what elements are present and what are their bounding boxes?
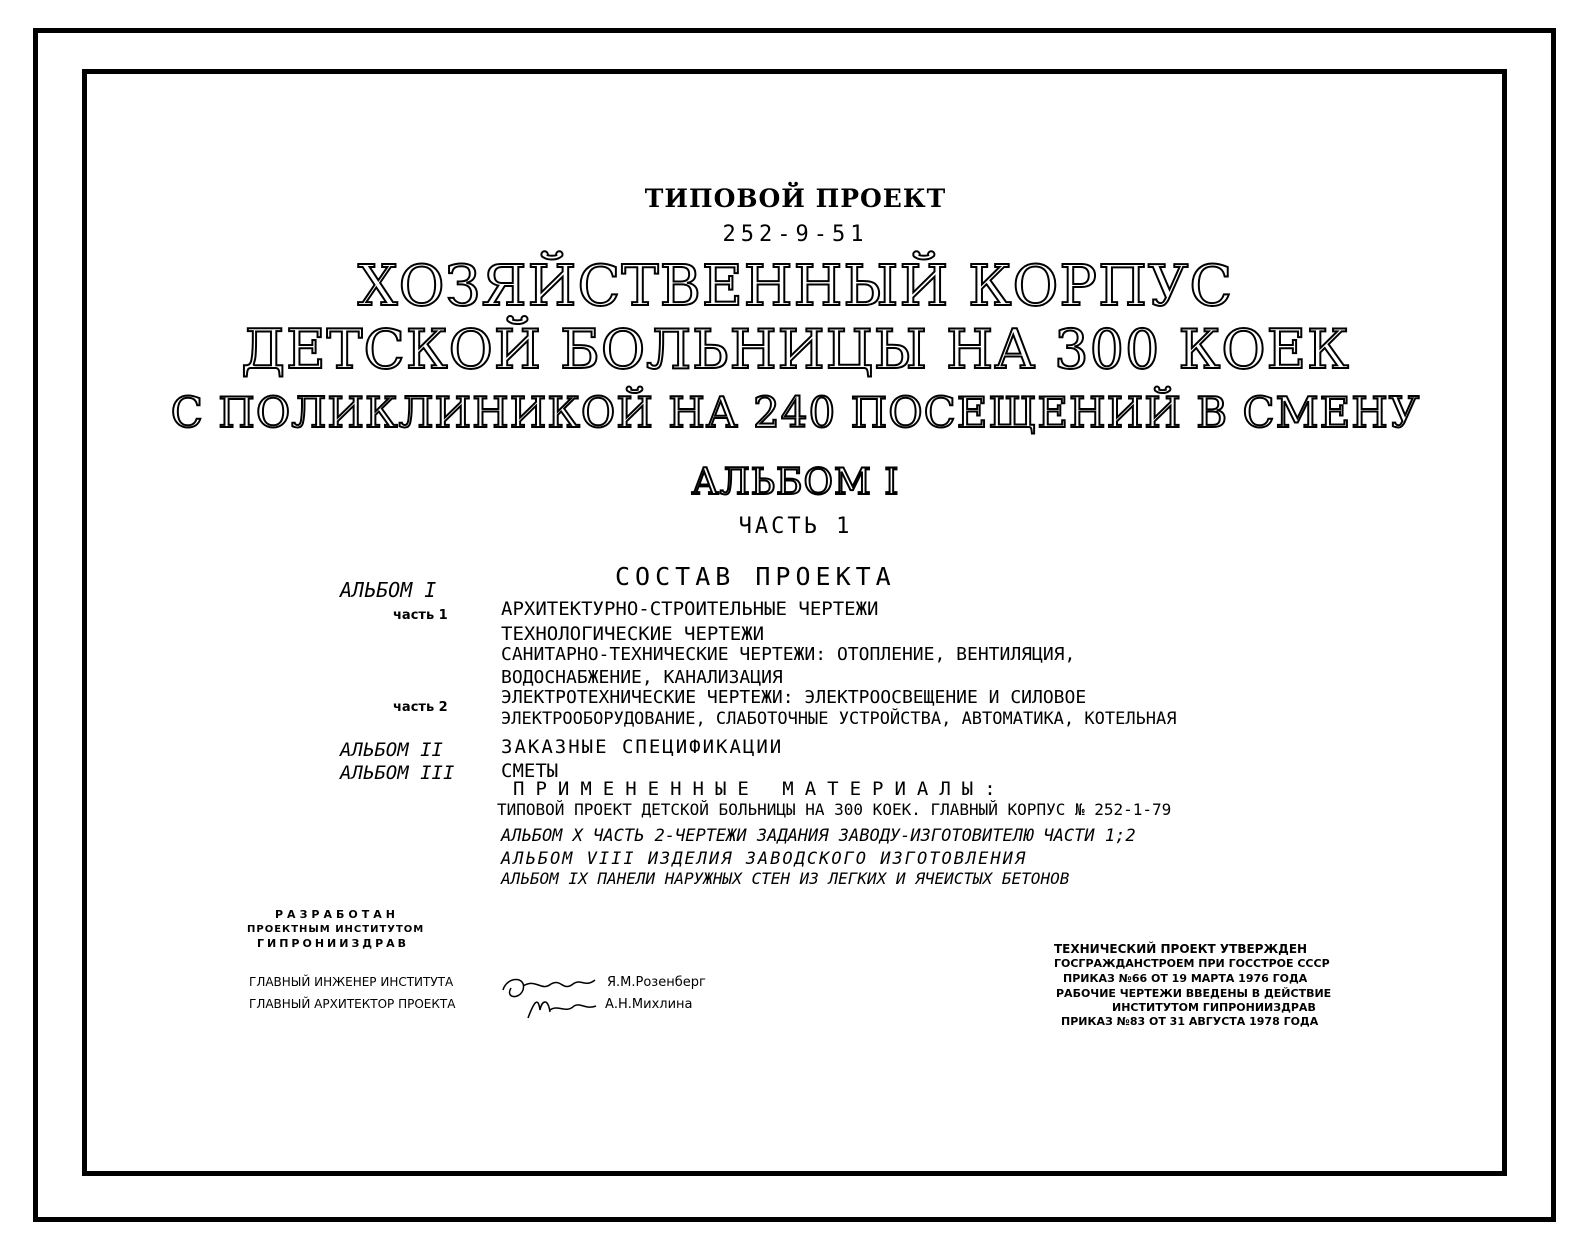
chief-architect-signature-icon xyxy=(520,992,600,1022)
chief-engineer-label: ГЛАВНЫЙ ИНЖЕНЕР ИНСТИТУТА xyxy=(249,975,454,989)
title-line-3: С ПОЛИКЛИНИКОЙ НА 240 ПОСЕЩЕНИЙ В СМЕНУ xyxy=(170,388,1421,437)
title-line-2: ДЕТСКОЙ БОЛЬНИЦЫ НА 300 КОЕК xyxy=(241,318,1350,381)
composition-line: САНИТАРНО-ТЕХНИЧЕСКИЕ ЧЕРТЕЖИ: ОТОПЛЕНИЕ, ВЕНТИЛЯЦИЯ, xyxy=(501,644,1076,665)
composition-line: ТЕХНОЛОГИЧЕСКИЕ ЧЕРТЕЖИ xyxy=(501,623,765,645)
composition-line: АРХИТЕКТУРНО-СТРОИТЕЛЬНЫЕ ЧЕРТЕЖИ xyxy=(501,598,879,620)
approval-line-5: ИНСТИТУТОМ ГИПРОНИИЗДРАВ xyxy=(1112,1001,1316,1014)
materials-line: АЛЬБОМ IX ПАНЕЛИ НАРУЖНЫХ СТЕН ИЗ ЛЕГКИХ И ЯЧЕИСТЫХ БЕТОНОВ xyxy=(501,869,1070,888)
album1-label: АЛЬБОМ I xyxy=(340,578,437,602)
approval-line-4: РАБОЧИЕ ЧЕРТЕЖИ ВВЕДЕНЫ В ДЕЙСТВИЕ xyxy=(1056,987,1332,1000)
album3-text: СМЕТЫ xyxy=(501,760,559,782)
approval-line-1: ТЕХНИЧЕСКИЙ ПРОЕКТ УТВЕРЖДЕН xyxy=(1054,942,1308,956)
materials-heading: ПРИМЕНЕННЫЕ МАТЕРИАЛЫ: xyxy=(513,778,1007,800)
materials-line: ТИПОВОЙ ПРОЕКТ ДЕТСКОЙ БОЛЬНИЦЫ НА 300 КОЕК. ГЛАВНЫЙ КОРПУС № 252-1-79 xyxy=(497,800,1172,819)
album-title: АЛЬБОМ I xyxy=(691,462,900,503)
part-title: ЧАСТЬ 1 xyxy=(738,514,853,539)
composition-line: ЭЛЕКТРООБОРУДОВАНИЕ, СЛАБОТОЧНЫЕ УСТРОЙСТВА, АВТОМАТИКА, КОТЕЛЬНАЯ xyxy=(501,709,1177,729)
project-number: 252-9-51 xyxy=(722,222,869,247)
developer-line-2: ПРОЕКТНЫМ ИНСТИТУТОМ xyxy=(247,924,425,935)
developer-line-3: ГИПРОНИИЗДРАВ xyxy=(257,937,410,950)
album2-text: ЗАКАЗНЫЕ СПЕЦИФИКАЦИИ xyxy=(501,736,784,758)
part1-label: часть 1 xyxy=(393,608,448,623)
composition-heading: СОСТАВ ПРОЕКТА xyxy=(615,562,896,591)
approval-line-2: ГОСГРАЖДАНСТРОЕМ ПРИ ГОССТРОЕ СССР xyxy=(1054,957,1330,970)
album2-label: АЛЬБОМ II xyxy=(340,739,443,761)
title-line-1: ХОЗЯЙСТВЕННЫЙ КОРПУС xyxy=(357,254,1234,319)
part2-label: часть 2 xyxy=(393,700,448,715)
chief-engineer-name: Я.М.Розенберг xyxy=(607,975,706,990)
approval-line-6: ПРИКАЗ №83 ОТ 31 АВГУСТА 1978 ГОДА xyxy=(1061,1015,1319,1028)
composition-line: ВОДОСНАБЖЕНИЕ, КАНАЛИЗАЦИЯ xyxy=(501,667,783,688)
materials-line: АЛЬБОМ X ЧАСТЬ 2-ЧЕРТЕЖИ ЗАДАНИЯ ЗАВОДУ-ИЗГОТОВИТЕЛЮ ЧАСТИ 1;2 xyxy=(501,826,1136,846)
album3-label: АЛЬБОМ III xyxy=(340,762,455,784)
composition-line: ЭЛЕКТРОТЕХНИЧЕСКИЕ ЧЕРТЕЖИ: ЭЛЕКТРООСВЕЩЕНИЕ И СИЛОВОЕ xyxy=(501,687,1087,708)
chief-architect-name: А.Н.Михлина xyxy=(605,997,693,1012)
materials-line: АЛЬБОМ VIII ИЗДЕЛИЯ ЗАВОДСКОГО ИЗГОТОВЛЕНИЯ xyxy=(501,849,1028,869)
developer-line-1: РАЗРАБОТАН xyxy=(275,908,399,921)
chief-architect-label: ГЛАВНЫЙ АРХИТЕКТОР ПРОЕКТА xyxy=(249,997,456,1011)
approval-line-3: ПРИКАЗ №66 ОТ 19 МАРТА 1976 ГОДА xyxy=(1063,972,1308,985)
project-type: ТИПОВОЙ ПРОЕКТ xyxy=(644,184,947,213)
